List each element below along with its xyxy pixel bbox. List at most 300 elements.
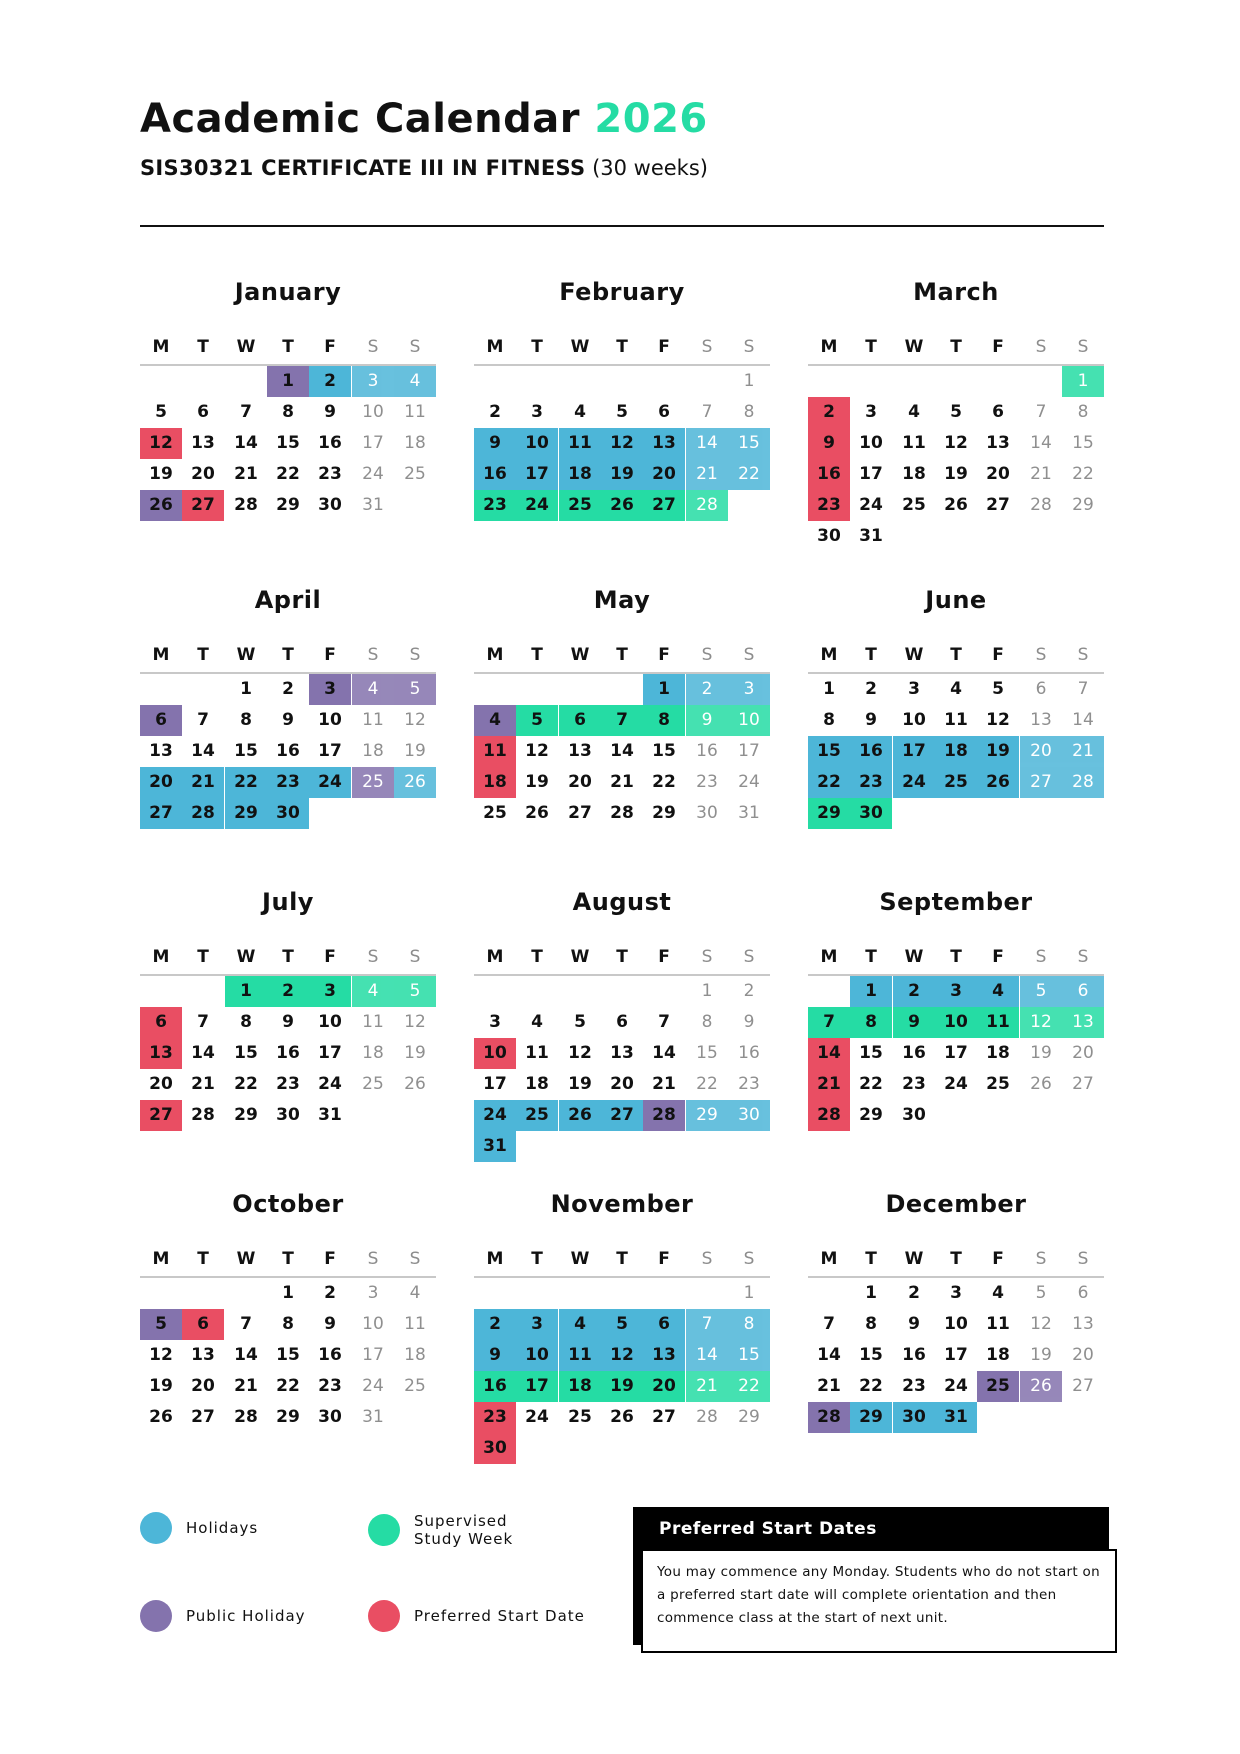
day-cell: 7 (823, 1314, 835, 1334)
day-cell: 28 (234, 495, 258, 515)
day-cell: 20 (986, 464, 1010, 484)
day-cell: 31 (474, 1131, 516, 1162)
day-cell: 25 (977, 1371, 1019, 1402)
day-cell: 3 (352, 366, 394, 397)
weekday-header: T (865, 337, 877, 357)
weekday-header: F (992, 645, 1004, 665)
day-cell: 22 (808, 767, 850, 798)
day-cell: 25 (902, 495, 926, 515)
day-cell: 12 (1020, 1007, 1062, 1038)
day-cell: 27 (1072, 1376, 1094, 1396)
weekday-header: S (701, 337, 713, 357)
day-cell: 15 (859, 1345, 883, 1365)
weekday-header: T (282, 947, 294, 967)
day-cell: 8 (282, 1314, 294, 1334)
day-cell: 18 (986, 1043, 1010, 1063)
day-cell: 8 (728, 1309, 770, 1340)
day-cell: 26 (977, 767, 1019, 798)
weekday-header: T (197, 337, 209, 357)
day-cell: 31 (935, 1402, 977, 1433)
weekday-header: F (324, 645, 336, 665)
weekday-header: S (743, 645, 755, 665)
weekday-header: T (282, 337, 294, 357)
day-cell: 26 (404, 1074, 426, 1094)
weekday-header: T (616, 947, 628, 967)
weekday-header: T (531, 337, 543, 357)
day-cell: 7 (808, 1007, 850, 1038)
day-cell: 28 (808, 1402, 850, 1433)
day-cell: 27 (1072, 1074, 1094, 1094)
day-cell: 16 (318, 1345, 342, 1365)
day-cell: 6 (1062, 976, 1104, 1007)
day-cell: 4 (352, 674, 394, 705)
day-cell: 3 (531, 402, 543, 422)
day-cell: 23 (276, 1074, 300, 1094)
day-cell: 1 (240, 679, 252, 699)
day-cell: 11 (902, 433, 926, 453)
day-cell: 16 (738, 1043, 760, 1063)
day-cell: 30 (902, 1105, 926, 1125)
day-cell: 6 (1035, 679, 1047, 699)
day-cell: 10 (944, 1314, 968, 1334)
day-cell: 30 (850, 798, 892, 829)
month-title: December (885, 1190, 1027, 1218)
day-cell: 9 (808, 428, 850, 459)
title-year: 2026 (594, 96, 708, 142)
day-cell: 26 (525, 803, 549, 823)
day-cell: 22 (276, 464, 300, 484)
day-cell: 14 (808, 1038, 850, 1069)
day-cell: 7 (240, 402, 252, 422)
day-cell: 7 (1035, 402, 1047, 422)
day-cell: 5 (601, 1309, 643, 1340)
day-cell: 15 (728, 1340, 770, 1371)
day-cell: 19 (149, 1376, 173, 1396)
day-cell: 4 (559, 1309, 601, 1340)
day-cell: 30 (893, 1402, 935, 1433)
page-subtitle (140, 154, 708, 182)
day-cell: 12 (601, 428, 643, 459)
day-cell: 17 (516, 459, 558, 490)
month-title: August (572, 888, 672, 916)
day-cell: 28 (191, 1105, 215, 1125)
weekday-header: W (904, 645, 924, 665)
day-cell: 7 (1077, 679, 1089, 699)
day-cell: 2 (282, 679, 294, 699)
day-cell: 12 (525, 741, 549, 761)
day-cell: 4 (531, 1012, 543, 1032)
day-cell: 2 (267, 976, 309, 1007)
day-cell: 24 (738, 772, 760, 792)
day-cell: 7 (658, 1012, 670, 1032)
day-cell: 28 (643, 1100, 685, 1131)
day-cell: 18 (404, 1345, 426, 1365)
day-cell: 25 (483, 803, 507, 823)
weekday-header: W (570, 947, 590, 967)
day-cell: 24 (893, 767, 935, 798)
day-cell: 25 (404, 1376, 426, 1396)
day-cell: 2 (808, 397, 850, 428)
day-cell: 5 (1035, 1283, 1047, 1303)
weekday-header: T (531, 1249, 543, 1269)
weekday-header: M (486, 645, 504, 665)
day-cell: 27 (140, 798, 182, 829)
day-cell: 13 (568, 741, 592, 761)
day-cell: 20 (1072, 1043, 1094, 1063)
day-cell: 9 (865, 710, 877, 730)
day-cell: 16 (696, 741, 718, 761)
day-cell: 18 (362, 1043, 384, 1063)
day-cell: 23 (850, 767, 892, 798)
day-cell: 20 (191, 1376, 215, 1396)
day-cell: 25 (568, 1407, 592, 1427)
day-cell: 24 (362, 1376, 384, 1396)
weekday-header: T (282, 1249, 294, 1269)
day-cell: 14 (191, 741, 215, 761)
day-cell: 19 (404, 1043, 426, 1063)
month-title: January (234, 278, 342, 306)
month-title: March (913, 278, 999, 306)
day-cell: 29 (276, 1407, 300, 1427)
weekday-header: F (658, 337, 670, 357)
day-cell: 5 (155, 402, 167, 422)
day-cell: 29 (686, 1100, 728, 1131)
day-cell: 14 (817, 1345, 841, 1365)
day-cell: 5 (140, 1309, 182, 1340)
weekday-header: T (197, 645, 209, 665)
day-cell: 12 (140, 428, 182, 459)
weekday-header: F (992, 337, 1004, 357)
day-cell: 26 (559, 1100, 601, 1131)
day-cell: 2 (865, 679, 877, 699)
weekday-header: W (236, 947, 256, 967)
day-cell: 23 (902, 1376, 926, 1396)
weekday-header: F (658, 645, 670, 665)
day-cell: 18 (474, 767, 516, 798)
day-cell: 23 (267, 767, 309, 798)
day-cell: 28 (234, 1407, 258, 1427)
day-cell: 7 (240, 1314, 252, 1334)
day-cell: 9 (474, 428, 516, 459)
day-cell: 22 (728, 459, 770, 490)
weekday-header: S (701, 947, 713, 967)
month-october (140, 1182, 436, 1442)
day-cell: 10 (516, 428, 558, 459)
weekday-header: W (236, 1249, 256, 1269)
day-cell: 16 (474, 459, 516, 490)
day-cell: 15 (808, 736, 850, 767)
day-cell: 8 (1077, 402, 1089, 422)
holidays-swatch (140, 1512, 172, 1544)
day-cell: 1 (823, 679, 835, 699)
day-cell: 12 (601, 1340, 643, 1371)
day-cell: 5 (616, 402, 628, 422)
day-cell: 14 (652, 1043, 676, 1063)
day-cell: 29 (276, 495, 300, 515)
day-cell: 24 (944, 1074, 968, 1094)
day-cell: 8 (823, 710, 835, 730)
day-cell: 3 (865, 402, 877, 422)
day-cell: 3 (489, 1012, 501, 1032)
day-cell: 11 (474, 736, 516, 767)
day-cell: 4 (394, 366, 436, 397)
day-cell: 14 (610, 741, 634, 761)
preferred-start-title: Preferred Start Dates (659, 1519, 877, 1539)
weekday-header: T (950, 1249, 962, 1269)
day-cell: 6 (1077, 1283, 1089, 1303)
preferred-start-box (633, 1507, 1109, 1645)
day-cell: 26 (610, 1407, 634, 1427)
day-cell: 2 (489, 402, 501, 422)
month-header-rule (474, 364, 770, 366)
day-cell: 27 (568, 803, 592, 823)
day-cell: 6 (559, 705, 601, 736)
day-cell: 21 (686, 459, 728, 490)
day-cell: 26 (394, 767, 436, 798)
day-cell: 19 (525, 772, 549, 792)
weekday-header: T (865, 645, 877, 665)
day-cell: 5 (394, 674, 436, 705)
day-cell: 7 (686, 1309, 728, 1340)
day-cell: 25 (516, 1100, 558, 1131)
day-cell: 14 (686, 1340, 728, 1371)
day-cell: 9 (282, 1012, 294, 1032)
day-cell: 8 (743, 402, 755, 422)
day-cell: 27 (601, 1100, 643, 1131)
day-cell: 11 (559, 428, 601, 459)
day-cell: 20 (643, 1371, 685, 1402)
day-cell: 6 (643, 1309, 685, 1340)
day-cell: 1 (701, 981, 713, 1001)
day-cell: 28 (1062, 767, 1104, 798)
month-december (808, 1182, 1104, 1442)
day-cell: 20 (140, 767, 182, 798)
day-cell: 24 (362, 464, 384, 484)
day-cell: 21 (1030, 464, 1052, 484)
month-title: September (879, 888, 1033, 916)
day-cell: 26 (944, 495, 968, 515)
day-cell: 30 (474, 1433, 516, 1464)
day-cell: 24 (516, 490, 558, 521)
month-august (474, 880, 770, 1156)
month-title: July (262, 888, 314, 916)
day-cell: 5 (394, 976, 436, 1007)
weekday-header: S (409, 1249, 421, 1269)
day-cell: 1 (225, 976, 267, 1007)
day-cell: 3 (728, 674, 770, 705)
day-cell: 24 (318, 1074, 342, 1094)
day-cell: 16 (902, 1345, 926, 1365)
weekday-header: T (282, 645, 294, 665)
day-cell: 11 (525, 1043, 549, 1063)
day-cell: 17 (318, 741, 342, 761)
day-cell: 20 (643, 459, 685, 490)
weekday-header: T (616, 337, 628, 357)
day-cell: 25 (986, 1074, 1010, 1094)
day-cell: 5 (992, 679, 1004, 699)
day-cell: 21 (808, 1069, 850, 1100)
day-cell: 15 (234, 1043, 258, 1063)
weekday-header: W (904, 947, 924, 967)
legend-holidays (140, 1512, 336, 1544)
day-cell: 22 (859, 1074, 883, 1094)
month-february (474, 270, 770, 530)
day-cell: 28 (1030, 495, 1052, 515)
legend-public-holiday (140, 1600, 336, 1632)
month-march (808, 270, 1104, 546)
weekday-header: M (486, 1249, 504, 1269)
day-cell: 30 (817, 526, 841, 546)
day-cell: 9 (686, 705, 728, 736)
day-cell: 18 (559, 1371, 601, 1402)
day-cell: 20 (1072, 1345, 1094, 1365)
day-cell: 6 (658, 402, 670, 422)
day-cell: 4 (977, 976, 1019, 1007)
weekday-header: S (1035, 947, 1047, 967)
day-cell: 28 (808, 1100, 850, 1131)
day-cell: 26 (149, 1407, 173, 1427)
day-cell: 11 (404, 1314, 426, 1334)
day-cell: 3 (309, 674, 351, 705)
day-cell: 27 (643, 490, 685, 521)
day-cell: 4 (352, 976, 394, 1007)
day-cell: 16 (318, 433, 342, 453)
month-june (808, 578, 1104, 838)
day-cell: 19 (944, 464, 968, 484)
day-cell: 28 (696, 1407, 718, 1427)
day-cell: 2 (908, 1283, 920, 1303)
day-cell: 12 (404, 1012, 426, 1032)
day-cell: 7 (701, 402, 713, 422)
day-cell: 21 (686, 1371, 728, 1402)
legend-start (368, 1600, 604, 1632)
day-cell: 14 (191, 1043, 215, 1063)
day-cell: 17 (318, 1043, 342, 1063)
day-cell: 10 (362, 402, 384, 422)
day-cell: 1 (850, 976, 892, 1007)
day-cell: 27 (986, 495, 1010, 515)
day-cell: 24 (859, 495, 883, 515)
title-text: Academic Calendar (140, 96, 580, 142)
day-cell: 15 (859, 1043, 883, 1063)
day-cell: 14 (686, 428, 728, 459)
day-cell: 21 (234, 1376, 258, 1396)
day-cell: 10 (474, 1038, 516, 1069)
day-cell: 5 (516, 705, 558, 736)
weekday-header: S (1077, 337, 1089, 357)
day-cell: 21 (610, 772, 634, 792)
day-cell: 13 (643, 1340, 685, 1371)
day-cell: 12 (568, 1043, 592, 1063)
legend-public-holiday-label: Public Holiday (186, 1607, 306, 1625)
day-cell: 13 (191, 1345, 215, 1365)
day-cell: 22 (1072, 464, 1094, 484)
day-cell: 31 (859, 526, 883, 546)
weekday-header: F (658, 1249, 670, 1269)
weekday-header: S (701, 1249, 713, 1269)
day-cell: 24 (309, 767, 351, 798)
day-cell: 1 (743, 1283, 755, 1303)
day-cell: 13 (140, 1038, 182, 1069)
legend-holidays-label: Holidays (186, 1519, 259, 1537)
month-july (140, 880, 436, 1140)
day-cell: 5 (1020, 976, 1062, 1007)
weekday-header: W (570, 337, 590, 357)
day-cell: 10 (902, 710, 926, 730)
day-cell: 2 (743, 981, 755, 1001)
day-cell: 18 (362, 741, 384, 761)
day-cell: 29 (850, 1402, 892, 1433)
day-cell: 6 (140, 1007, 182, 1038)
weekday-header: S (743, 1249, 755, 1269)
day-cell: 22 (696, 1074, 718, 1094)
day-cell: 30 (728, 1100, 770, 1131)
day-cell: 13 (191, 433, 215, 453)
day-cell: 23 (474, 490, 516, 521)
day-cell: 21 (182, 767, 224, 798)
day-cell: 15 (1072, 433, 1094, 453)
day-cell: 23 (318, 464, 342, 484)
day-cell: 1 (282, 1283, 294, 1303)
weekday-header: T (197, 1249, 209, 1269)
day-cell: 17 (362, 1345, 384, 1365)
day-cell: 19 (1030, 1345, 1052, 1365)
day-cell: 14 (234, 1345, 258, 1365)
day-cell: 8 (701, 1012, 713, 1032)
weekday-header: S (1035, 337, 1047, 357)
day-cell: 11 (977, 1007, 1019, 1038)
month-title: November (550, 1190, 694, 1218)
weekday-header: S (743, 337, 755, 357)
day-cell: 19 (601, 459, 643, 490)
day-cell: 11 (362, 1012, 384, 1032)
weekday-header: S (367, 645, 379, 665)
month-title: February (559, 278, 685, 306)
day-cell: 13 (1030, 710, 1052, 730)
day-cell: 26 (140, 490, 182, 521)
day-cell: 25 (935, 767, 977, 798)
day-cell: 13 (1072, 1314, 1094, 1334)
day-cell: 6 (197, 402, 209, 422)
header-divider (140, 225, 1104, 227)
weekday-header: F (324, 337, 336, 357)
weekday-header: M (152, 947, 170, 967)
day-cell: 15 (652, 741, 676, 761)
weekday-header: T (531, 947, 543, 967)
day-cell: 21 (817, 1376, 841, 1396)
day-cell: 20 (610, 1074, 634, 1094)
weekday-header: M (820, 645, 838, 665)
course-duration: (30 weeks) (592, 156, 708, 180)
day-cell: 22 (225, 767, 267, 798)
weekday-header: F (992, 947, 1004, 967)
day-cell: 21 (652, 1074, 676, 1094)
weekday-header: T (950, 337, 962, 357)
day-cell: 6 (616, 1012, 628, 1032)
month-title: April (254, 586, 322, 614)
day-cell: 18 (525, 1074, 549, 1094)
day-cell: 3 (309, 976, 351, 1007)
weekday-header: T (531, 645, 543, 665)
day-cell: 30 (318, 1407, 342, 1427)
month-header-rule (474, 1276, 770, 1278)
course-code: SIS30321 CERTIFICATE III IN FITNESS (140, 156, 586, 180)
month-title: October (232, 1190, 344, 1218)
day-cell: 29 (225, 798, 267, 829)
day-cell: 24 (944, 1376, 968, 1396)
day-cell: 10 (859, 433, 883, 453)
day-cell: 16 (276, 1043, 300, 1063)
